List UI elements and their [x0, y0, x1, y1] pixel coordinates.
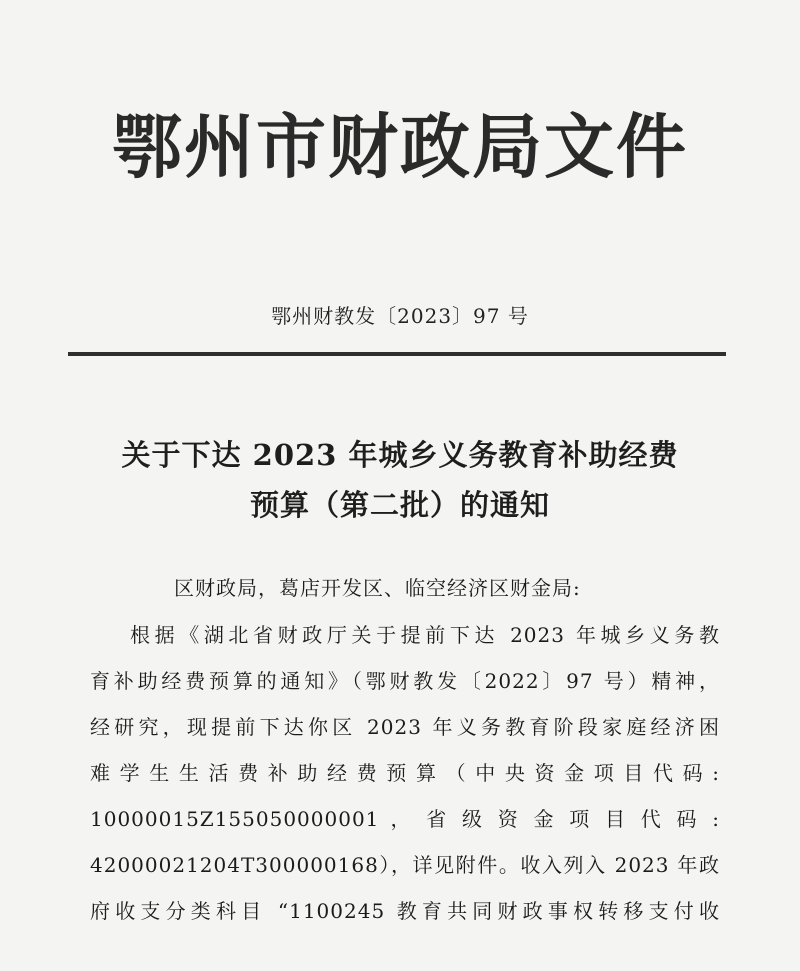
notice-title — [0, 430, 800, 530]
body-line: 难学生生活费补助经费预算（中央资金项目代码: — [90, 761, 720, 785]
notice-title-line-1: 关于下达 2023 年城乡义务教育补助经费 — [121, 438, 679, 472]
body-line: 经研究，现提前下达你区 2023 年义务教育阶段家庭经济困 — [90, 715, 720, 739]
notice-title-line-2: 预算（第二批）的通知 — [249, 488, 550, 522]
body-paragraph — [90, 620, 730, 942]
header-divider — [68, 352, 726, 356]
salutation: 区财政局，葛店开发区、临空经济区财金局: — [174, 576, 581, 600]
body-line: 42000021204T300000168），详见附件。收入列入 2023 年政 — [90, 853, 720, 877]
body-line: 根据《湖北省财政厅关于提前下达 2023 年城乡义务教 — [130, 623, 720, 647]
document-number: 鄂州财教发〔2023〕97 号 — [271, 304, 529, 328]
body-line: 育补助经费预算的通知》（鄂财教发〔2022〕97 号）精神， — [90, 669, 720, 693]
body-line: 10000015Z155050000001 ， 省 级 资 金 项 目 代 码 : — [90, 807, 720, 831]
masthead-title: 鄂州市财政局文件 — [112, 106, 688, 188]
body-line: 府收支分类科目 “1100245 教育共同财政事权转移支付收 — [90, 899, 720, 923]
